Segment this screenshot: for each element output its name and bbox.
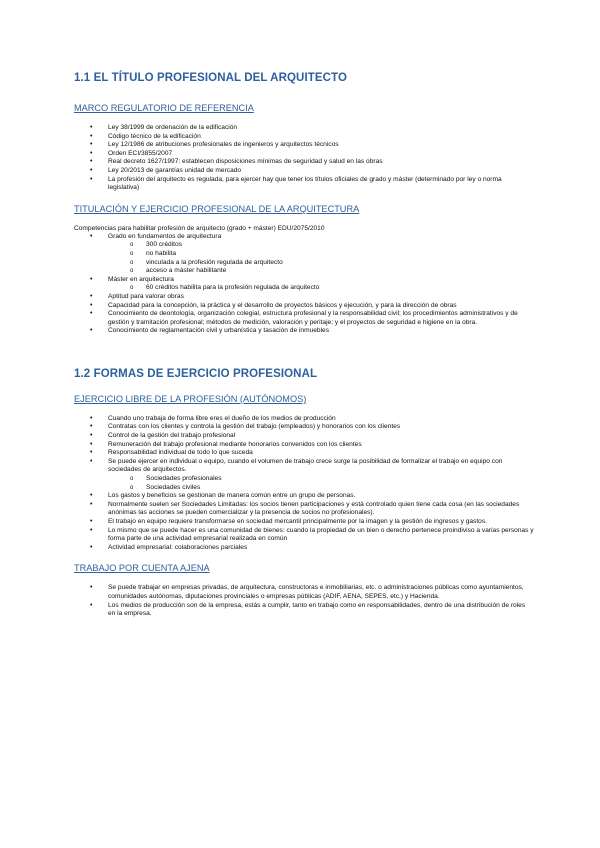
document-page (74, 68, 534, 619)
list-item: • Código técnico de la edificación (74, 133, 534, 142)
list-item: • Contratas con los clientes y controla la gestión del trabajo (empleados) y honorarios con los clientes (74, 423, 534, 432)
list-item: • Se puede trabajar en empresas privadas, de arquitectura, constructoras e inmobiliarias, etc. o administraciones públicas como ayuntamientos, comunidades autónomas, diputaciones provinciales o empresas públicas (ADIF, AENA, SEPES, etc.) y Hacienda. (74, 584, 534, 601)
sublist-item: o 60 créditos habilita para la profesión regulada de arquitecto (74, 284, 534, 293)
grado-sublist (74, 241, 534, 275)
sublist-item: o vinculada a la profesión regulada de arquitecto (74, 259, 534, 268)
list-item: • Los medios de producción son de la empresa, estás a cumplir, tanto en trabajo como en responsabilidades, dentro de una distribución de roles en la empresa. (74, 602, 534, 619)
list-item (74, 276, 534, 293)
grado-label: Grado en fundamentos de arquitectura (108, 232, 222, 240)
section-2-title: 1.2 FORMAS DE EJERCICIO PROFESIONAL (74, 367, 318, 380)
list-item: • Conocimiento de deontología, organización colegial, estructura profesional y la responsabilidad civil; los procedimientos administrativos y de gestión y tramitación profesional; métodos de medición, valoración y peritaje; y el proyectos de seguridad e higiene en la obra. (74, 310, 534, 327)
libre-list (74, 415, 534, 553)
list-item: • Lo mismo que se puede hacer es una comunidad de bienes: cuando la propiedad de un bien o derecho pertenece proindiviso a varias personas y forma parte de una actividad empresarial realizada en común (74, 527, 534, 544)
ajena-list (74, 584, 534, 618)
list-item: • Ley 38/1999 de ordenación de la edificación (74, 124, 534, 133)
list-item: • Aptitud para valorar obras (74, 293, 534, 302)
list-item: • Orden ECI/3855/2007 (74, 150, 534, 159)
equipo-text: Se puede ejercer en individual o equipo, cuando el volumen de trabajo crece surge la posibilidad de formalizar el trabajo en equipo con sociedades de arquitectos. (108, 457, 503, 474)
list-item: • Normalmente suelen ser Sociedades Limitadas: los socios tienen participaciones y está controlado quien tiene cada cosa (en las sociedades anónimas las acciones se pueden comercializar y la presencia de socios no profesionales). (74, 501, 534, 518)
master-sublist (74, 284, 534, 293)
list-item: • Ley 20/2013 de garantías unidad de mercado (74, 167, 534, 176)
list-item: • El trabajo en equipo requiere transformarse en sociedad mercantil principalmente por la imagen y la gestión de ingresos y gastos. (74, 518, 534, 527)
list-item: • La profesión del arquitecto es regulada, para ejercer hay que tener los títulos oficiales de grado y máster (determinado por ley o norma legislativa) (74, 176, 534, 193)
list-item: • Los gastos y beneficios se gestionan de manera común entre un grupo de personas. (74, 492, 534, 501)
sublist-item: o acceso a máster habilitante (74, 267, 534, 276)
sublist-item: o no habilita (74, 250, 534, 259)
list-item: • Responsabilidad individual de todo lo que suceda (74, 449, 534, 458)
list-item: • Remuneración del trabajo profesional mediante honorarios convenidos con los clientes (74, 441, 534, 450)
competencias-list (74, 233, 534, 336)
list-item: • Conocimiento de reglamentación civil y urbanística y tasación de inmuebles (74, 327, 534, 336)
competencias-intro: Competencias para habilitar profesión de arquitecto (grado + máster) EDU/2075/2010 (74, 224, 325, 232)
list-item: • Capacidad para la concepción, la práctica y el desarrollo de proyectos básicos y ejecución, y para la dirección de obras (74, 302, 534, 311)
sublist-item: o 300 créditos (74, 241, 534, 250)
list-item: • Real decreto 1627/1997: establecen disposiciones mínimas de seguridad y salud en las obras (74, 158, 534, 167)
subsection-ajena-heading: TRABAJO POR CUENTA AJENA (74, 563, 210, 574)
list-item: • Control de la gestión del trabajo profesional (74, 432, 534, 441)
list-item: • Cuando uno trabaja de forma libre eres el dueño de los medios de producción (74, 415, 534, 424)
sociedades-sublist (74, 475, 534, 492)
subsection-titulacion-heading: TITULACIÓN Y EJERCICIO PROFESIONAL DE LA ARQUITECTURA (74, 203, 360, 214)
master-label: Máster en arquitectura (108, 275, 174, 283)
list-item: • Actividad empresarial: colaboraciones parciales (74, 544, 534, 553)
subsection-libre-heading: EJERCICIO LIBRE DE LA PROFESIÓN (AUTÓNOMOS) (74, 393, 307, 404)
list-item (74, 458, 534, 492)
list-item: • Ley 12/1986 de atribuciones profesionales de ingenieros y arquitectos técnicos (74, 141, 534, 150)
sublist-item: o Sociedades profesionales (74, 475, 534, 484)
sublist-item: o Sociedades civiles (74, 484, 534, 493)
section-1-title: 1.1 EL TÍTULO PROFESIONAL DEL ARQUITECTO (74, 72, 348, 84)
subsection-marco-heading: MARCO REGULATORIO DE REFERENCIA (74, 103, 254, 113)
marco-list (74, 124, 534, 193)
list-item (74, 233, 534, 276)
